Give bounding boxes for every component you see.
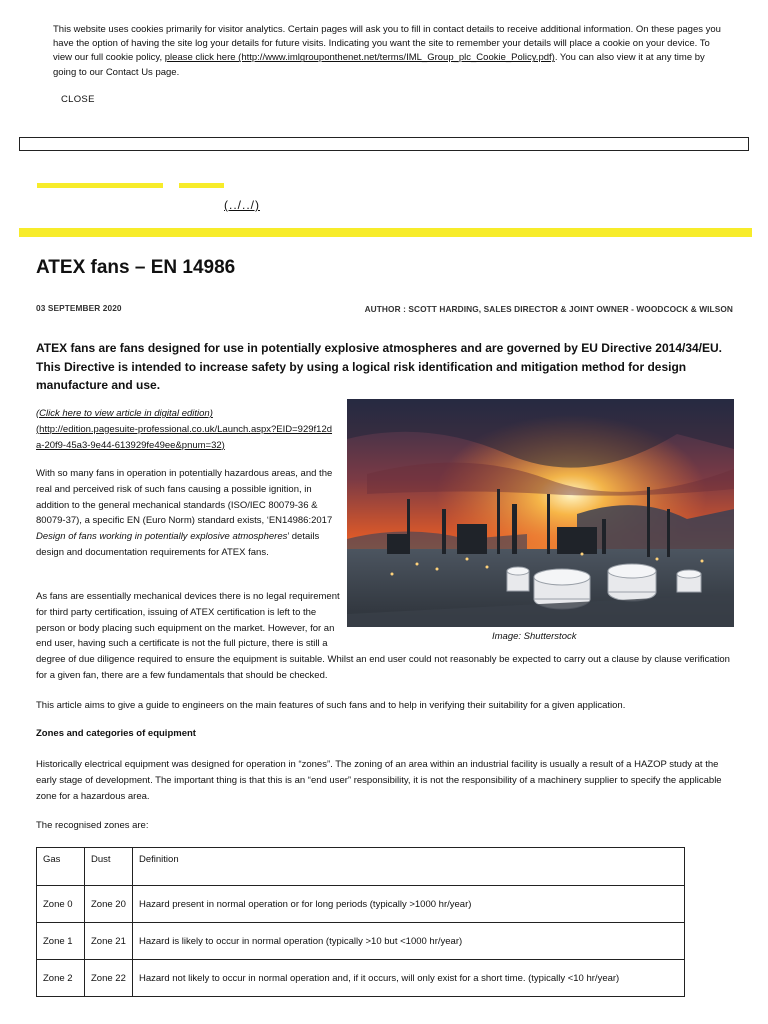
table-header-gas: Gas bbox=[37, 848, 85, 886]
table-cell-dust: Zone 22 bbox=[85, 960, 133, 997]
zones-table bbox=[36, 847, 685, 997]
table-cell-gas: Zone 0 bbox=[37, 886, 85, 923]
article-author: AUTHOR : SCOTT HARDING, SALES DIRECTOR & JOINT OWNER - WOODCOCK & WILSON bbox=[364, 304, 733, 314]
para1-text-b: ’ details design and documentation requirements for ATEX fans. bbox=[36, 531, 320, 558]
table-row bbox=[37, 923, 685, 960]
article-date: 03 SEPTEMBER 2020 bbox=[36, 303, 122, 313]
section-heading-zones: Zones and categories of equipment bbox=[36, 728, 196, 739]
digital-edition-link-label: (Click here to view article in digital edition) bbox=[36, 408, 213, 419]
search-bar[interactable] bbox=[19, 137, 749, 151]
table-cell-gas: Zone 1 bbox=[37, 923, 85, 960]
para1-text-a: With so many fans in operation in potentially hazardous areas, and the real and perceived risk of such fans causing a possible ignition, in addition to the general mechanical standards (ISO/IEC 80079-36 & 80079-37), a specific EN (Euro Norm) standard exists, ‘EN14986:2017 bbox=[36, 468, 333, 527]
digital-edition-link-block bbox=[36, 406, 336, 453]
article-title: ATEX fans – EN 14986 bbox=[36, 257, 236, 278]
home-link[interactable]: (../../) bbox=[224, 198, 260, 212]
table-cell-gas: Zone 2 bbox=[37, 960, 85, 997]
cookie-text-part-1: This website uses cookies primarily for visitor analytics. Certain pages will ask you to fill in contact details to receive additional information. On these pages you have the option of having the site log your details for future visits. Indicating you want the site to remember your details will place a cookie on your device. To view our full cookie policy, bbox=[53, 24, 721, 64]
article-paragraph-2 bbox=[36, 589, 736, 684]
cookie-close-button[interactable]: CLOSE bbox=[61, 94, 95, 105]
table-cell-definition: Hazard is likely to occur in normal operation (typically >10 but <1000 hr/year) bbox=[133, 923, 685, 960]
table-cell-dust: Zone 21 bbox=[85, 923, 133, 960]
table-row bbox=[37, 960, 685, 997]
article-paragraph-1 bbox=[36, 466, 342, 561]
header-divider-bar bbox=[19, 228, 752, 237]
image-caption: Image: Shutterstock bbox=[492, 631, 577, 642]
figure-float-spacer bbox=[346, 589, 736, 641]
table-cell-dust: Zone 20 bbox=[85, 886, 133, 923]
article-paragraph-5: The recognised zones are: bbox=[36, 820, 149, 831]
cookie-policy-link[interactable]: please click here (http://www.imlgrouponthenet.net/terms/IML_Group_plc_Cookie_Policy.pdf) bbox=[164, 52, 555, 64]
table-header-definition: Definition bbox=[133, 848, 685, 886]
table-row bbox=[37, 886, 685, 923]
article-lede: ATEX fans are fans designed for use in potentially explosive atmospheres and are governed by EU Directive 2014/34/EU. This Directive is intended to increase safety by using a logical risk identification and mitigation method for design manufacture and use. bbox=[36, 341, 723, 392]
nav-accent-bar-1 bbox=[37, 183, 163, 188]
para2-text: As fans are essentially mechanical devices there is no legal requirement for third party certification, issuing of ATEX certification is left to the person or body placing such equipment on the market. However, for an end user, having such a certificate is not the full picture, there is still a degree of due diligence required to ensure the equipment is suitable. Whilst an end user could not reasonably be expected to carry out a clause by clause verification for a given fan, there are a few fundamentals that should be checked. bbox=[36, 591, 730, 681]
cookie-banner-text bbox=[53, 23, 723, 80]
table-header-row bbox=[37, 848, 685, 886]
digital-edition-link[interactable] bbox=[36, 408, 332, 451]
para1-emphasis: Design of fans working in potentially explosive atmospheres bbox=[36, 531, 288, 543]
table-cell-definition: Hazard not likely to occur in normal operation and, if it occurs, will only exist for a short time. (typically <10 hr/year) bbox=[133, 960, 685, 997]
table-header-dust: Dust bbox=[85, 848, 133, 886]
nav-accent-bar-2 bbox=[179, 183, 224, 188]
article-paragraph-3: This article aims to give a guide to engineers on the main features of such fans and to help in verifying their suitability for a given application. bbox=[36, 700, 626, 711]
article-paragraph-4: Historically electrical equipment was designed for operation in “zones”. The zoning of an area within an industrial facility is usually a result of a HAZOP study at the early stage of development. The important thing is that this is an “end user” responsibility, it is not the responsibility of a machinery supplier to specify the applicable zone for a hazardous area. bbox=[36, 759, 722, 802]
table-cell-definition: Hazard present in normal operation or for long periods (typically >1000 hr/year) bbox=[133, 886, 685, 923]
cookie-text-part-2: . You can also view it at any time by going to our Contact Us page. bbox=[53, 52, 705, 78]
digital-edition-link-url: (http://edition.pagesuite-professional.co.uk/Launch.aspx?EID=929f12da-20f9-45a3-9e44-613929fe49ee&pnum=32) bbox=[36, 423, 333, 451]
